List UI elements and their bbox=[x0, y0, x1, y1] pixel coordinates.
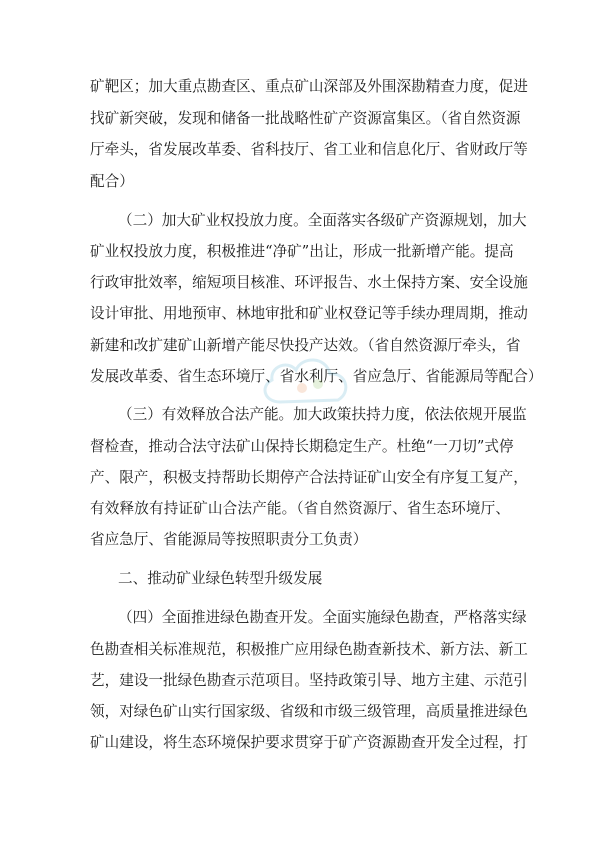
text-line: 设计审批、用地预审、林地审批和矿业权登记等手续办理周期，推动 bbox=[90, 305, 528, 322]
section-heading-line: （四）全面推进绿色勘查开发。全面实施绿色勘查，严格落实绿 bbox=[118, 609, 527, 626]
text-line: 有效释放有持证矿山合法产能。（省自然资源厅、省生态环境厅、 bbox=[90, 500, 510, 517]
text-line: 产、限产，积极支持帮助长期停产合法持证矿山安全有序复工复产， bbox=[90, 469, 528, 486]
text-line: 省应急厅、省能源局等按照职责分工负责） bbox=[90, 531, 368, 548]
text-line: 色勘查相关标准规范，积极推广应用绿色勘查新技术、新方法、新工 bbox=[90, 641, 528, 658]
text-line: 矿山建设，将生态环境保护要求贯穿于矿产资源勘查开发全过程，打 bbox=[90, 734, 528, 751]
text-line: 领，对绿色矿山实行国家级、省级和市级三级管理，高质量推进绿色 bbox=[90, 703, 528, 720]
text-line: 矿靶区；加大重点勘查区、重点矿山深部及外围深勘精查力度，促进 bbox=[90, 78, 528, 95]
text-line: 新建和改扩建矿山新增产能尽快投产达效。（省自然资源厅牵头，省 bbox=[90, 337, 521, 354]
text-line: 厅牵头，省发展改革委、省科技厅、省工业和信息化厅、省财政厅等 bbox=[90, 141, 528, 158]
text-line: 行政审批效率，缩短项目核准、环评报告、水土保持方案、安全设施 bbox=[90, 274, 528, 291]
text-line: 发展改革委、省生态环境厅、省水利厅、省应急厅、省能源局等配合） bbox=[90, 368, 543, 385]
chapter-heading: 二、推动矿业绿色转型升级发展 bbox=[118, 570, 323, 587]
section-heading-line: （二）加大矿业权投放力度。全面落实各级矿产资源规划，加大 bbox=[118, 212, 527, 229]
text-line: 配合） bbox=[90, 173, 134, 190]
text-line: 矿业权投放力度，积极推进“净矿”出让，形成一批新增产能。提高 bbox=[90, 243, 514, 260]
text-line: 找矿新突破，发现和储备一批战略性矿产资源富集区。（省自然资源 bbox=[90, 110, 521, 127]
text-line: 督检查，推动合法守法矿山保持长期稳定生产。杜绝“一刀切”式停 bbox=[90, 438, 514, 455]
section-heading-line: （三）有效释放合法产能。加大政策扶持力度，依法依规开展监 bbox=[118, 406, 527, 423]
text-line: 艺，建设一批绿色勘查示范项目。坚持政策引导、地方主建、示范引 bbox=[90, 672, 528, 689]
